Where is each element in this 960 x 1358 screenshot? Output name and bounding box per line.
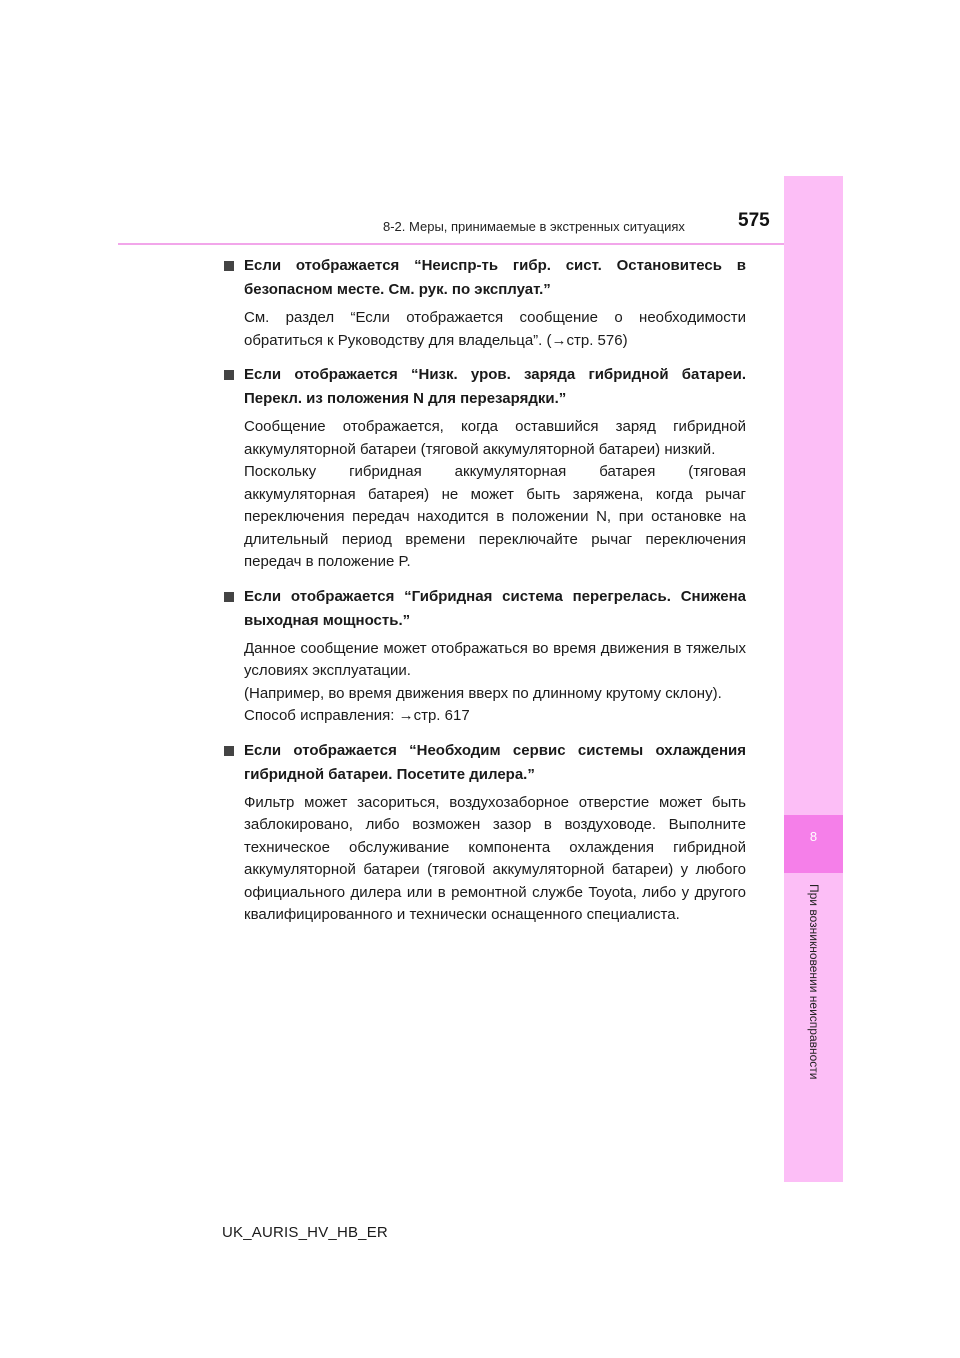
- section-1: [222, 254, 746, 352]
- section-heading: [222, 363, 746, 411]
- section-paragraph: Фильтр может засориться, воздухозаборное отверстие может быть заблокировано, либо возможен зазор в воздуховоде. Выполните техническое обслуживание компонента охлаждения гибридной аккумуляторной батареи (тяговой аккумуляторной батареи) у любого официального дилера или в ремонтной службе Toyota, либо у другого квалифицированного и технически оснащенного специалиста.: [244, 793, 746, 923]
- square-bullet-icon: [224, 370, 234, 380]
- square-bullet-icon: [224, 261, 234, 271]
- section-heading-text: Если отображается “Низк. уров. заряда гибридной батареи. Перекл. из положения N для перезарядки.”: [244, 366, 746, 407]
- page-number: 575: [738, 210, 770, 231]
- main-content: [222, 254, 746, 938]
- section-heading-text: Если отображается “Необходим сервис системы охлаждения гибридной батареи. Посетите дилера.”: [244, 741, 746, 783]
- square-bullet-icon: [224, 746, 234, 756]
- square-bullet-icon: [224, 592, 234, 602]
- document-id: UK_AURIS_HV_HB_ER: [222, 1224, 388, 1241]
- chapter-number: 8: [809, 829, 818, 844]
- section-paragraph: Способ исправления: →стр. 617: [244, 707, 470, 724]
- section-paragraph: Данное сообщение может отображаться во время движения в тяжелых условиях эксплуатации.: [244, 639, 746, 679]
- chapter-title: При возникновении неисправности: [807, 884, 821, 1080]
- chapter-number-box: [784, 815, 843, 873]
- section-heading-text: Если отображается “Гибридная система перегрелась. Снижена выходная мощность.”: [244, 587, 746, 629]
- section-2: [222, 363, 746, 574]
- section-heading-text: Если отображается “Неиспр-ть гибр. сист. Остановитесь в безопасном месте. См. рук. по эксплуат.”: [244, 257, 746, 298]
- header-title: 8-2. Меры, принимаемые в экстренных ситуациях: [383, 219, 685, 234]
- section-3: [222, 585, 746, 728]
- header-divider: [118, 243, 784, 245]
- section-4: [222, 739, 746, 927]
- section-paragraph: (Например, во время движения вверх по длинному крутому склону).: [244, 684, 722, 702]
- section-heading: [222, 585, 746, 633]
- section-paragraph: Сообщение отображается, когда оставшийся заряд гибридной аккумуляторной батареи (тяговой аккумуляторной батареи) низкий.: [244, 418, 746, 458]
- section-paragraph: Поскольку гибридная аккумуляторная батарея (тяговая аккумуляторная батарея) не может быть заряжена, когда рычаг переключения передач находится в положении N, при остановке на длительный период времени переключайте рычаг переключения передач в положение P.: [244, 463, 746, 570]
- section-paragraph: См. раздел “Если отображается сообщение о необходимости обратиться к Руководству для владельца”. (→стр. 576): [244, 309, 746, 349]
- section-heading: [222, 254, 746, 302]
- section-heading: [222, 739, 746, 787]
